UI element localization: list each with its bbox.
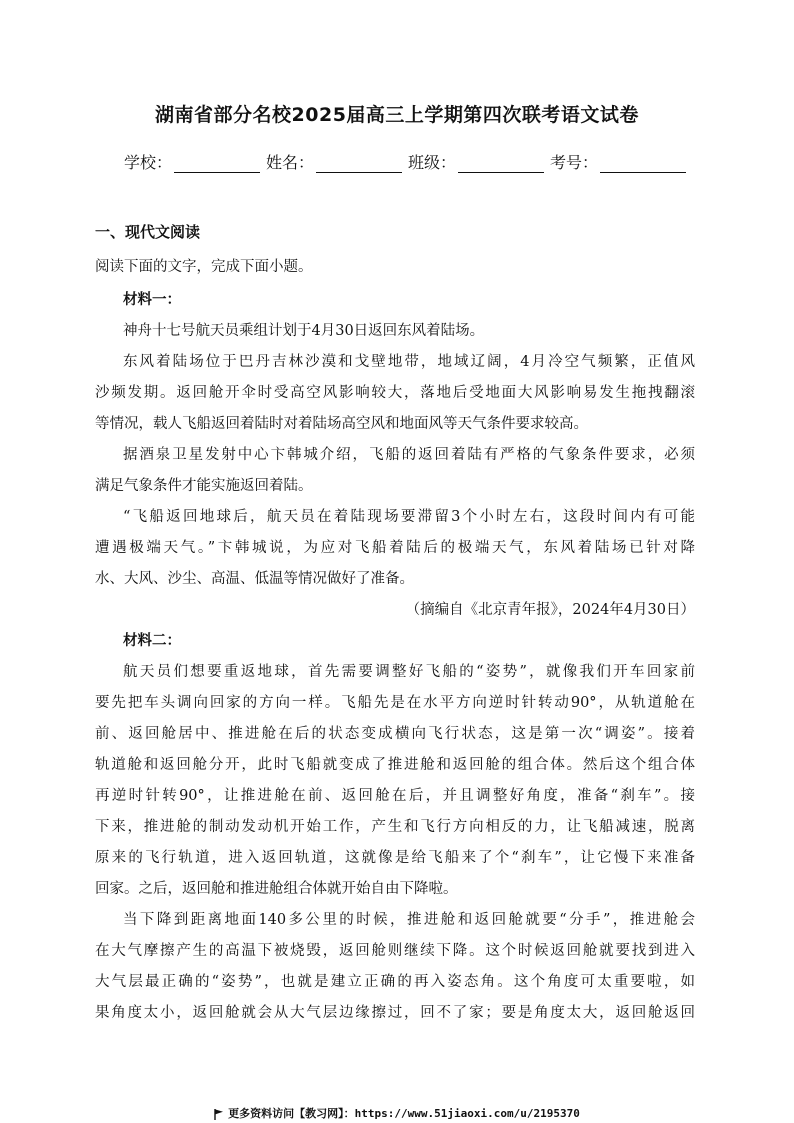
- flag-icon: [214, 1109, 224, 1120]
- material1-heading: 材料一：: [123, 292, 181, 308]
- class-blank[interactable]: [458, 154, 544, 173]
- material1-line: 满足气象条件才能实施返回着陆。: [95, 478, 313, 494]
- footer-link[interactable]: [0, 1105, 794, 1121]
- instruction: 阅读下面的文字，完成下面小题。: [95, 259, 313, 275]
- material1-line: 神舟十七号航天员乘组计划于4月30日返回东风着陆场。: [123, 323, 485, 339]
- material2-line: 大气层最正确的“姿势”，也就是建立正确的再入姿态角。这个角度可太重要啦，如: [95, 974, 695, 990]
- material2-line: 再逆时针转90°，让推进舱在前、返回舱在后，并且调整好角度，准备“刹车”。接: [95, 788, 695, 804]
- section-heading: 一、现代文阅读: [95, 223, 201, 241]
- name-blank[interactable]: [316, 154, 402, 173]
- material2-line: 原来的飞行轨道，进入返回轨道，这就像是给飞船来了个“刹车”，让它慢下来准备: [95, 850, 695, 866]
- material2-line: 果角度太小，返回舱就会从大气层边缘擦过，回不了家；要是角度太大，返回舱返回: [95, 1005, 695, 1021]
- exam-number-field[interactable]: 考号：: [550, 150, 686, 173]
- material1-line: “飞船返回地球后，航天员在着陆现场要滞留3个小时左右，这段时间内有可能: [123, 509, 695, 525]
- material1-line: 水、大风、沙尘、高温、低温等情况做好了准备。: [95, 571, 414, 587]
- material2-line: 下来，推进舱的制动发动机开始工作，产生和飞行方向相反的力，让飞船减速，脱离: [95, 819, 695, 835]
- material1-line: 遭遇极端天气。”卞韩城说，为应对飞船着陆后的极端天气，东风着陆场已针对降: [95, 540, 695, 556]
- exam-number-blank[interactable]: [600, 154, 686, 173]
- name-field[interactable]: 姓名：: [266, 150, 402, 173]
- material1-line: 沙频发期。返回舱开伞时受高空风影响较大，落地后受地面大风影响易发生拖拽翻滚: [95, 385, 695, 401]
- material1-line: 东风着陆场位于巴丹吉林沙漠和戈壁地带，地域辽阔，4月冷空气频繁，正值风: [123, 354, 695, 370]
- class-field[interactable]: 班级：: [408, 150, 544, 173]
- material2-heading: 材料二：: [123, 633, 181, 649]
- material1-source: （摘编自《北京青年报》，2024年4月30日）: [405, 602, 695, 618]
- footer-text: 更多资料访问【教习网】：https://www.51jiaoxi.com/u/2195370: [228, 1107, 580, 1120]
- material2-line: 在大气摩擦产生的高温下被烧毁，返回舱则继续下降。这个时候返回舱就要找到进入: [95, 943, 695, 959]
- material1-line: 等情况，载人飞船返回着陆时对着陆场高空风和地面风等天气条件要求较高。: [95, 416, 588, 432]
- material2-line: 当下降到距离地面140多公里的时候，推进舱和返回舱就要“分手”，推进舱会: [123, 912, 695, 928]
- material2-line: 航天员们想要重返地球，首先需要调整好飞船的“姿势”，就像我们开车回家前: [123, 664, 695, 680]
- material1-line: 据酒泉卫星发射中心卞韩城介绍，飞船的返回着陆有严格的气象条件要求，必须: [123, 447, 695, 463]
- material2-line: 回家。之后，返回舱和推进舱组合体就开始自由下降啦。: [95, 881, 458, 897]
- material2-line: 前、返回舱居中、推进舱在后的状态变成横向飞行状态，这是第一次“调姿”。接着: [95, 726, 695, 742]
- material2-line: 要先把车头调向回家的方向一样。飞船先是在水平方向逆时针转动90°，从轨道舱在: [95, 695, 695, 711]
- student-info-row: [124, 150, 684, 173]
- material2-line: 轨道舱和返回舱分开，此时飞船就变成了推进舱和返回舱的组合体。然后这个组合体: [95, 757, 695, 773]
- exam-title: 湖南省部分名校2025届高三上学期第四次联考语文试卷: [155, 104, 639, 126]
- school-blank[interactable]: [174, 154, 260, 173]
- school-field[interactable]: 学校：: [124, 150, 260, 173]
